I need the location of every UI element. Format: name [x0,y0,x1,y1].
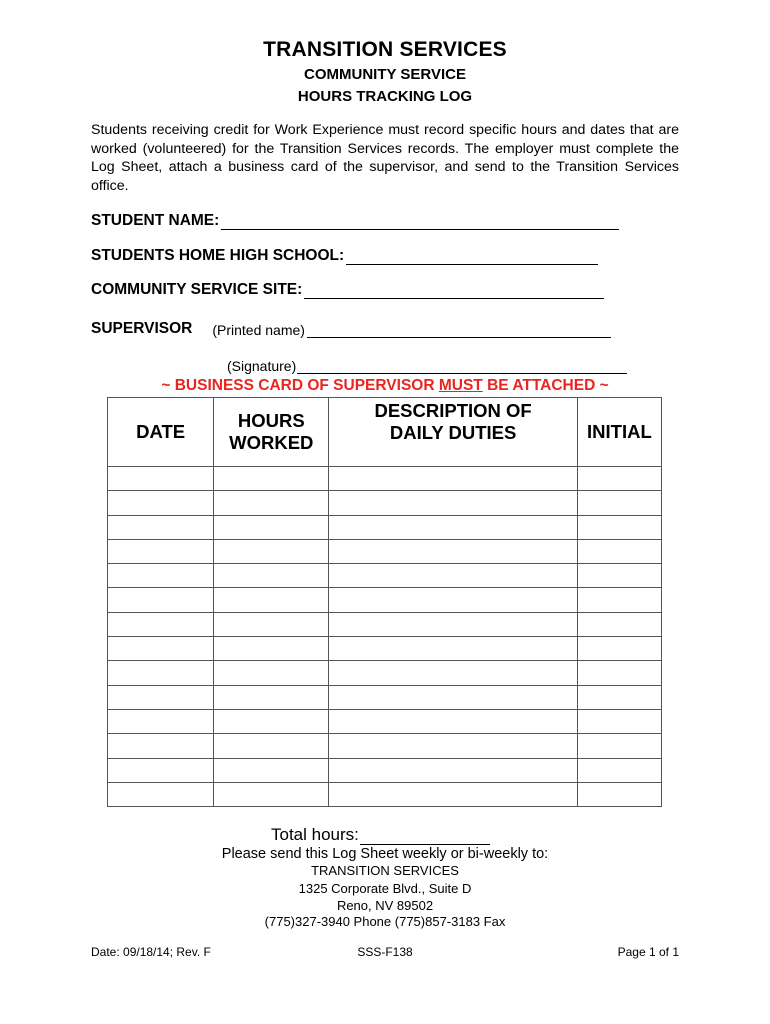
contact-line: (775)327-3940 Phone (775)857-3183 Fax [264,914,506,929]
send-instructions: Please send this Log Sheet weekly or bi-weekly to: [221,846,549,862]
initial-cell[interactable] [577,685,661,709]
notice-prefix: ~ BUSINESS CARD OF SUPERVISOR [161,377,439,394]
hours-cell[interactable] [214,539,329,563]
printed-name-line[interactable] [307,321,611,338]
table-body [108,467,662,807]
address-line-2: 1325 Corporate Blvd., Suite D [298,881,472,896]
date-cell[interactable] [108,782,214,806]
page-title: TRANSITION SERVICES [263,38,507,61]
initial-cell[interactable] [577,467,661,491]
date-cell[interactable] [108,709,214,733]
notice-suffix: BE ATTACHED ~ [482,377,609,394]
date-cell[interactable] [108,515,214,539]
description-header-line1: DESCRIPTION OF [374,400,532,421]
hours-log-table [107,397,662,807]
signature-line[interactable] [297,358,627,374]
date-cell[interactable] [108,588,214,612]
initial-header-text: INITIAL [587,421,652,442]
hours-header-line1: HOURS [237,410,305,431]
hours-cell[interactable] [214,685,329,709]
hours-cell[interactable] [214,637,329,661]
initial-header [577,398,661,467]
description-cell[interactable] [329,564,577,588]
home-school-line[interactable] [346,248,598,265]
address-line-3: Reno, NV 89502 [336,898,434,913]
table-row [108,491,662,515]
table-row [108,467,662,491]
hours-cell[interactable] [214,661,329,685]
total-hours-label: Total hours: [271,825,359,844]
initial-cell[interactable] [577,758,661,782]
initial-cell[interactable] [577,734,661,758]
description-cell[interactable] [329,709,577,733]
signature-label: (Signature) [227,358,297,374]
signature-field[interactable] [227,358,627,374]
hours-cell[interactable] [214,612,329,636]
home-school-field[interactable] [91,247,598,265]
total-hours-field[interactable] [271,825,490,845]
description-cell[interactable] [329,637,577,661]
table-row [108,782,662,806]
home-school-label: STUDENTS HOME HIGH SCHOOL: [91,247,345,264]
initial-cell[interactable] [577,661,661,685]
initial-cell[interactable] [577,588,661,612]
printed-name-label: (Printed name) [212,322,305,338]
footer-page-number: Page 1 of 1 [617,945,679,959]
hours-cell[interactable] [214,491,329,515]
description-cell[interactable] [329,661,577,685]
hours-cell[interactable] [214,588,329,612]
date-cell[interactable] [108,539,214,563]
hours-cell[interactable] [214,709,329,733]
footer-date-rev: Date: 09/18/14; Rev. F [91,945,211,959]
supervisor-label: SUPERVISOR [91,320,193,337]
table-row [108,758,662,782]
hours-cell[interactable] [214,515,329,539]
service-site-field[interactable] [91,281,604,299]
address-line-1: TRANSITION SERVICES [311,863,459,878]
table-row [108,588,662,612]
description-cell[interactable] [329,467,577,491]
notice-emphasis: MUST [438,377,483,394]
description-cell[interactable] [329,758,577,782]
table-row [108,661,662,685]
date-header-text: DATE [136,421,186,442]
page-subtitle-1: COMMUNITY SERVICE [304,66,466,83]
description-cell[interactable] [329,491,577,515]
hours-cell[interactable] [214,758,329,782]
footer-form-id: SSS-F138 [357,945,413,959]
service-site-line[interactable] [304,282,604,299]
initial-cell[interactable] [577,564,661,588]
hours-header-line2: WORKED [229,432,314,453]
initial-cell[interactable] [577,539,661,563]
date-cell[interactable] [108,685,214,709]
description-cell[interactable] [329,539,577,563]
hours-cell[interactable] [214,564,329,588]
description-header [329,398,577,467]
initial-cell[interactable] [577,491,661,515]
date-cell[interactable] [108,612,214,636]
initial-cell[interactable] [577,782,661,806]
table-row [108,612,662,636]
hours-header [214,398,329,467]
description-cell[interactable] [329,734,577,758]
initial-cell[interactable] [577,612,661,636]
description-cell[interactable] [329,612,577,636]
table-row [108,564,662,588]
hours-cell[interactable] [214,734,329,758]
description-header-line2: DAILY DUTIES [389,422,517,443]
table-header-row [108,398,662,467]
business-card-notice [0,377,770,395]
table-row [108,685,662,709]
description-cell[interactable] [329,782,577,806]
table-row [108,734,662,758]
intro-paragraph: Students receiving credit for Work Experience must record specific hours and dates that are worked (volunteered) for the Transition Services records. The employer must complete the Log Sheet, attach a business card of the supervisor, and send to the Transition Services office. [91,122,679,194]
date-cell[interactable] [108,637,214,661]
date-cell[interactable] [108,564,214,588]
date-header [108,398,214,467]
table-row [108,637,662,661]
hours-cell[interactable] [214,467,329,491]
date-cell[interactable] [108,491,214,515]
description-cell[interactable] [329,515,577,539]
date-cell[interactable] [108,758,214,782]
student-name-label: STUDENT NAME: [91,212,220,229]
total-hours-line[interactable] [360,827,490,845]
date-cell[interactable] [108,734,214,758]
supervisor-field[interactable] [91,320,611,338]
initial-cell[interactable] [577,637,661,661]
service-site-label: COMMUNITY SERVICE SITE: [91,281,303,298]
student-name-line[interactable] [221,213,619,230]
hours-cell[interactable] [214,782,329,806]
description-cell[interactable] [329,588,577,612]
date-cell[interactable] [108,661,214,685]
table-row [108,515,662,539]
date-cell[interactable] [108,467,214,491]
initial-cell[interactable] [577,709,661,733]
table-row [108,539,662,563]
description-cell[interactable] [329,685,577,709]
table-row [108,709,662,733]
page-subtitle-2: HOURS TRACKING LOG [297,88,473,105]
student-name-field[interactable] [91,212,619,230]
initial-cell[interactable] [577,515,661,539]
